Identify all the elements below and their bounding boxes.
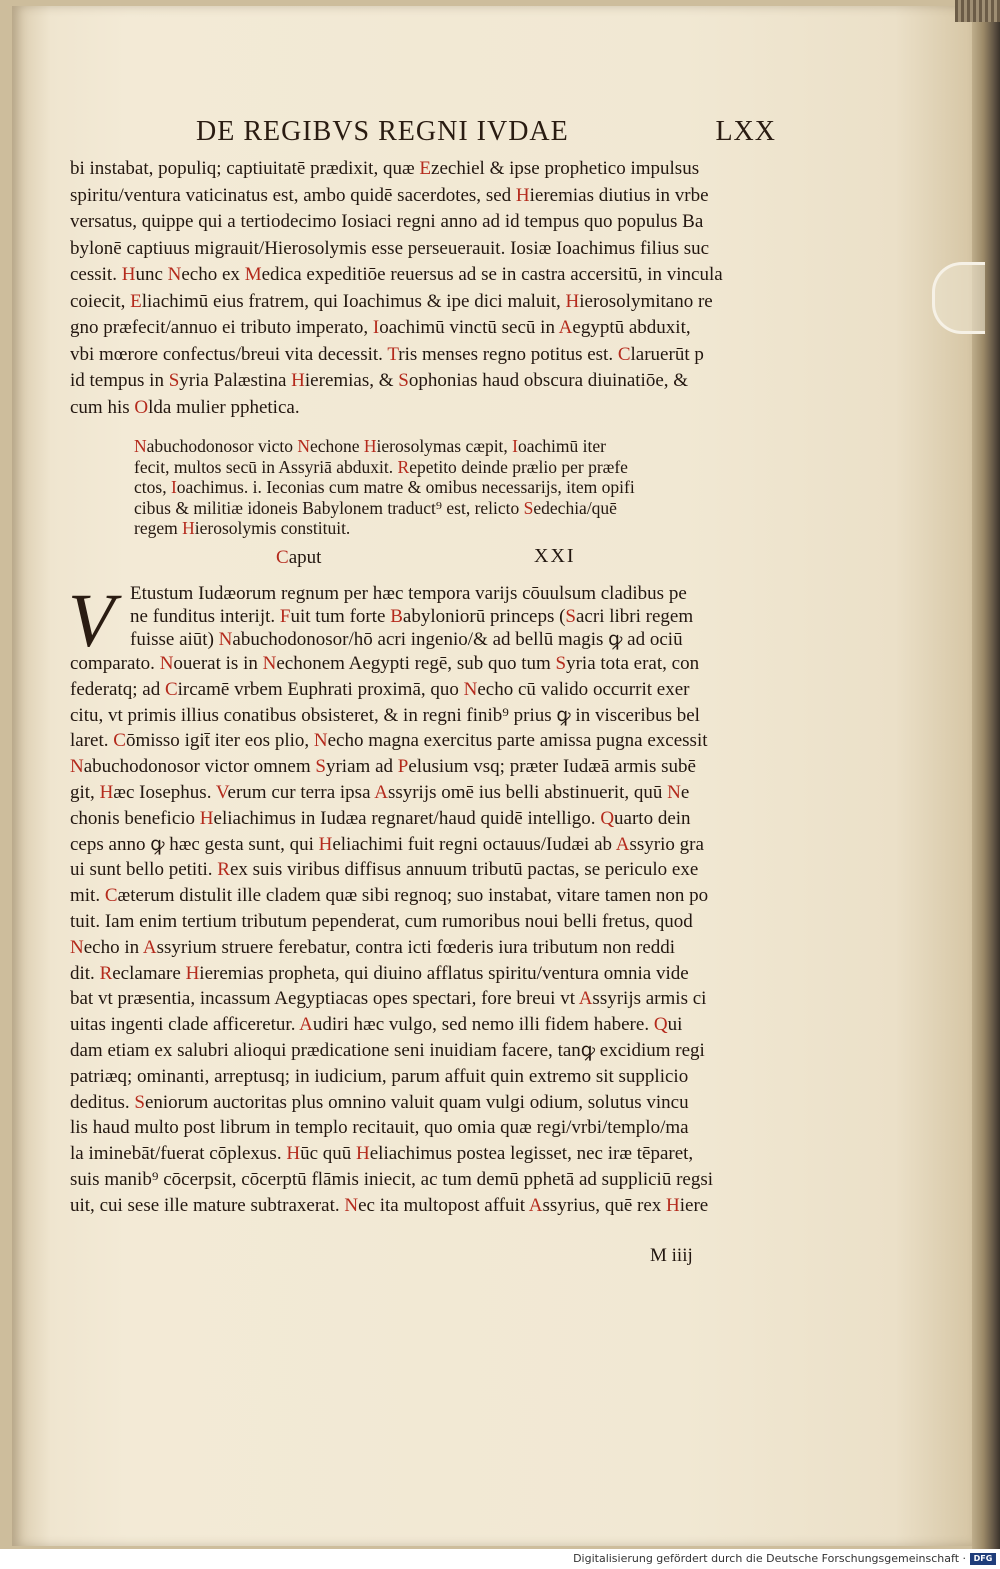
block2-line: chonis beneficio Heliachimus in Iudæa regnaret/haud quidē intelligo. Quarto dein xyxy=(70,807,691,829)
page-tab xyxy=(932,262,985,334)
footer-bar xyxy=(0,1549,1000,1569)
block2-line: comparato. Nouerat is in Nechonem Aegypti regē, sub quo tum Syria tota erat, con xyxy=(70,653,700,674)
summary-line: cibus & militiæ idoneis Babylonem traduct⁹ est, relicto Sedechia/quē xyxy=(134,497,617,518)
block2-line: federatq; ad Circamē vrbem Euphrati proximā, quo Necho cū valido occurrit exer xyxy=(70,678,690,700)
summary-line: regem Hierosolymis constituit. xyxy=(134,518,351,539)
block2-line: laret. Cōmisso igit̄ iter eos plio, Necho magna exercitus parte amissa pugna excessit xyxy=(70,730,708,752)
block1-line: coiecit, Eliachimū eius fratrem, qui Ioachimus & ipe dici maluit, Hierosolymitano re xyxy=(70,290,713,312)
block1-line: cum his Olda mulier pphetica. xyxy=(70,396,300,418)
summary-line: ctos, Ioachimus. i. Ieconias cum matre & omibus necessarijs, item opifi xyxy=(134,477,635,498)
chapter-word xyxy=(276,547,321,569)
block2-line: la iminebāt/fuerat cōplexus. Hūc quū Heliachimus postea legisset, nec iræ tēparet, xyxy=(70,1143,694,1165)
chapter-word-rest: aput xyxy=(288,547,322,568)
block1-line: vbi mœrore confectus/breui vita decessit. Tris menses regno potitus est. Claruerūt p xyxy=(70,343,704,365)
signature-mark: M iiij xyxy=(650,1245,693,1266)
block2-line: dam etiam ex salubri alioqui prædicatione seni inuidiam facere, tanꝙ excidium regi xyxy=(70,1039,705,1061)
footer-text: Digitalisierung gefördert durch die Deutsche Forschungsgemeinschaft · xyxy=(573,1552,966,1565)
text-block-1 xyxy=(70,156,770,421)
decorated-initial: V xyxy=(68,579,115,663)
block2-line: Necho in Assyrium struere ferebatur, contra icti fœderis iura tributum non reddi xyxy=(70,936,676,958)
block2-line: dit. Reclamare Hieremias propheta, qui diuino afflatus spiritu/ventura omnia vide xyxy=(70,962,689,984)
chapter-summary xyxy=(134,436,714,539)
block2-line: mit. Cæterum distulit ille cladem quæ sibi regnoq; suo instabat, vitare tamen non po xyxy=(70,885,709,907)
block2-line: suis manib⁹ cōcerpsit, cōcerptū flāmis iniecit, ac tum demū pphetā ad suppliciū regsi xyxy=(70,1168,714,1190)
block2-line: ui sunt bello petiti. Rex suis viribus diffisus annuum tributū pactas, se periculo exe xyxy=(70,859,699,881)
show-through xyxy=(540,396,740,416)
rubric-initial-c: C xyxy=(276,547,289,568)
summary-line: fecit, multos secū in Assyriā abduxit. Repetito deinde prælio per præfe xyxy=(134,456,628,477)
block2-line: deditus. Seniorum auctoritas plus omnino valuit quam vulgi odium, solutus vincu xyxy=(70,1091,689,1113)
block2-line: tuit. Iam enim tertium tributum pependerat, cum rumoribus noui belli fretus, quod xyxy=(70,910,693,932)
summary-line: Nabuchodonosor victo Nechone Hierosolymas cæpit, Ioachimū iter xyxy=(134,436,606,456)
block2-line: Nabuchodonosor victor omnem Syriam ad Pelusium vsq; præter Iudæā armis subē xyxy=(70,756,696,778)
text-block-2 xyxy=(70,651,770,1219)
running-header xyxy=(196,112,776,152)
running-title: DE REGIBVS REGNI IVDAE xyxy=(196,116,569,147)
book-edge-top xyxy=(955,0,1000,22)
block2-line: patriæq; ominanti, arreptusq; in iudicium, parum affuit quin extremo sit supplicio xyxy=(70,1065,689,1087)
block2-line: git, Hæc Iosephus. Verum cur terra ipsa Assyrijs omē ius belli abstinuerit, quū Ne xyxy=(70,781,690,803)
block1-line: versatus, quippe qui a tertiodecimo Iosiaci regni anno ad id tempus quo populus Ba xyxy=(70,211,704,232)
block1-line: bi instabat, populiq; captiuitatē prædixit, quæ Ezechiel & ipse prophetico impulsus xyxy=(70,158,700,179)
block1-line: id tempus in Syria Palæstina Hieremias, & Sophonias haud obscura diuinatiōe, & xyxy=(70,370,689,391)
dfg-logo: DFG xyxy=(970,1553,996,1565)
block2-line: citu, vt primis illius conatibus obsisteret, & in regni finib⁹ prius ꝙ in visceribus bel xyxy=(70,704,700,726)
block2-line: ceps anno ꝙ hæc gesta sunt, qui Heliachimi fuit regni octauus/Iudæi ab Assyrio gra xyxy=(70,833,704,855)
block1-line: gno præfecit/annuo ei tributo imperato, Ioachimū vinctū secū in Aegyptū abduxit, xyxy=(70,317,691,338)
folio-number: LXX xyxy=(715,116,776,147)
chapter-number: XXI xyxy=(534,545,576,567)
block2-line: uitas ingenti clade afficeretur. Audiri hæc vulgo, sed nemo illi fidem habere. Qui xyxy=(70,1014,683,1036)
block1-line: spiritu/ventura vaticinatus est, ambo quidē sacerdotes, sed Hieremias diutius in vrbe xyxy=(70,184,709,206)
block2-line: bat vt præsentia, incassum Aegyptiacas opes spectari, fore breui vt Assyrijs armis ci xyxy=(70,988,707,1010)
block1-line: cessit. Hunc Necho ex Medica expeditiōe reuersus ad se in castra accersitū, in vincula xyxy=(70,264,723,285)
chapter-heading xyxy=(276,545,596,573)
block2-line: uit, cui sese ille mature subtraxerat. Nec ita multopost affuit Assyrius, quē rex Hiere xyxy=(70,1194,709,1216)
book-edge xyxy=(972,0,1000,1549)
block2a-line: fuisse aiūt) Nabuchodonosor/hō acri ingenio/& ad bellū magis ꝙ ad ociū xyxy=(130,629,683,650)
block1-line: bylonē captiuus migrauit/Hierosolymis esse perseuerauit. Iosiæ Ioachimus filius suc xyxy=(70,237,710,259)
block2a-line: ne funditus interijt. Fuit tum forte Babyloniorū princeps (Sacri libri regem xyxy=(130,606,694,627)
block2-line: lis haud multo post librum in templo recitauit, quo omia quæ regi/vrbi/templo/ma xyxy=(70,1117,689,1139)
text-block-2-indented xyxy=(130,582,770,651)
block2a-line: Etustum Iudæorum regnum per hæc tempora varijs cōuulsum cladibus pe xyxy=(130,583,687,604)
